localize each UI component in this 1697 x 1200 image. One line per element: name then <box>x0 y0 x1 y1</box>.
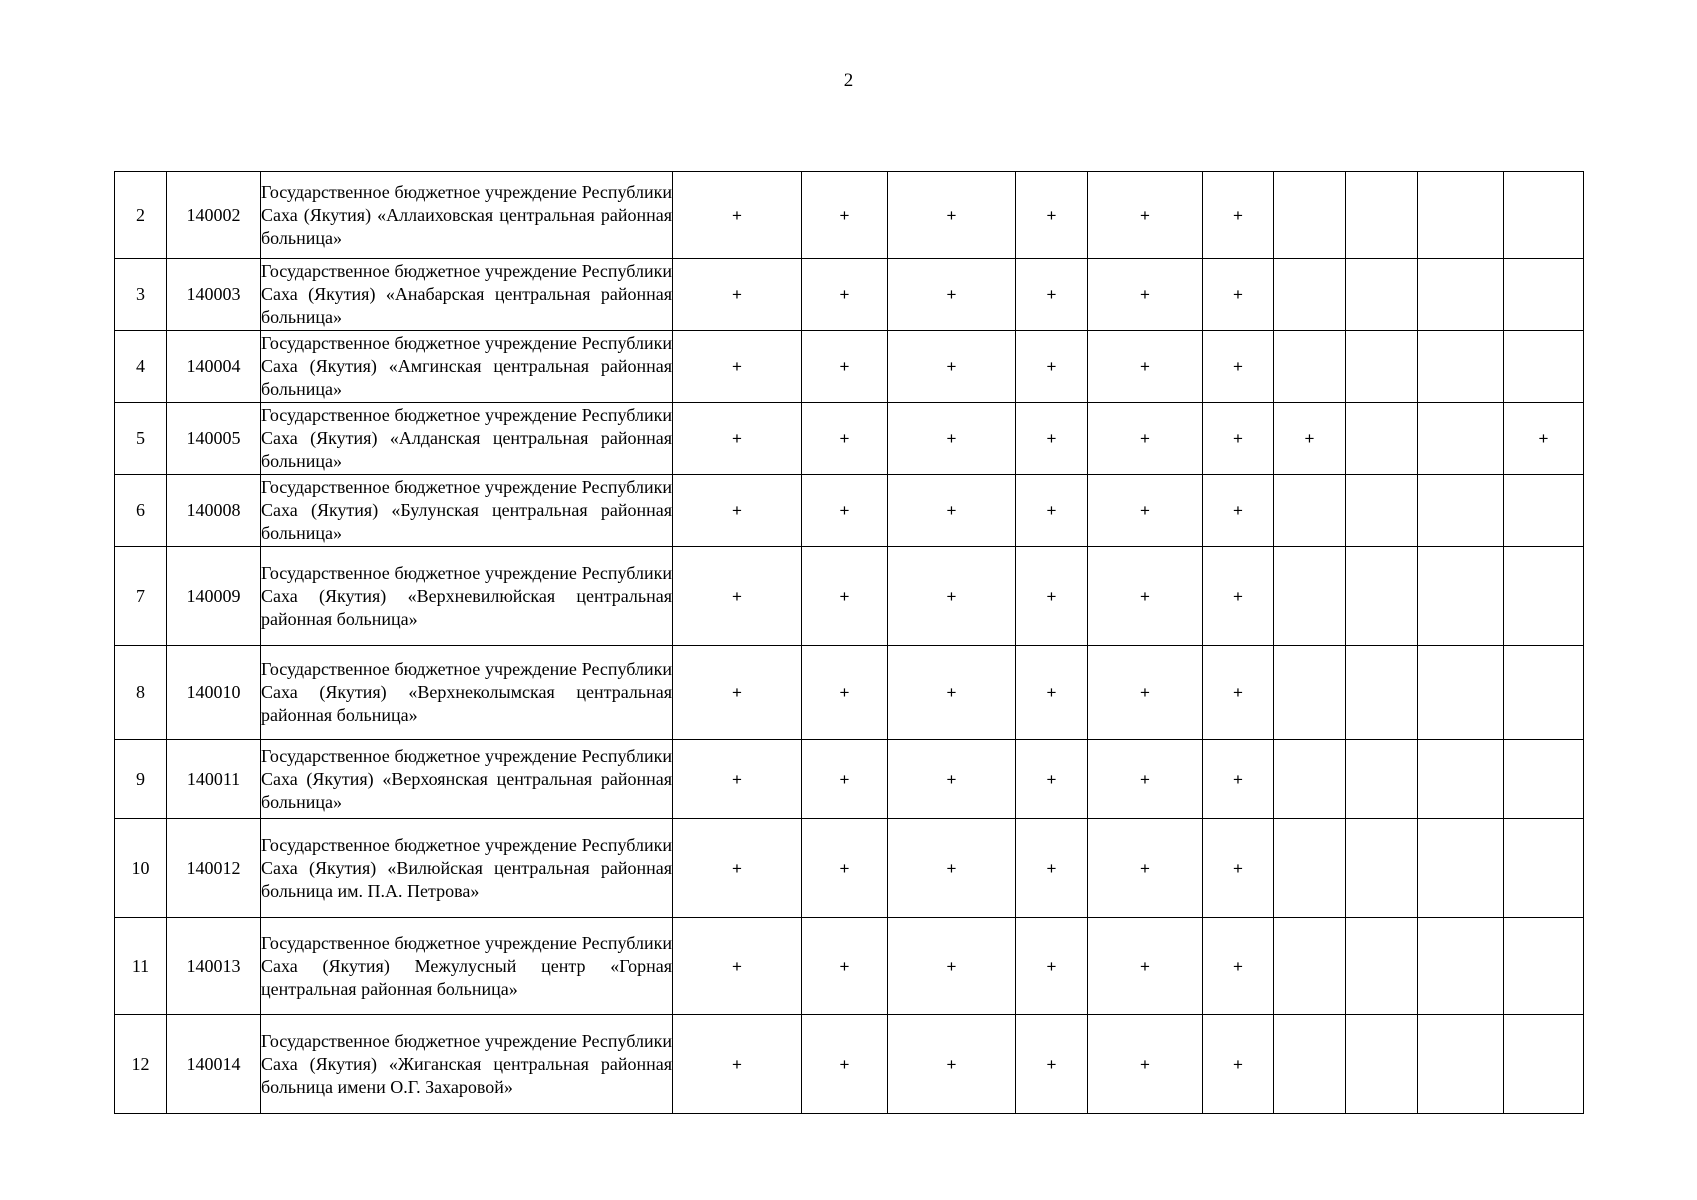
organization-code-cell: 140013 <box>167 918 261 1015</box>
mark-cell: + <box>802 646 888 740</box>
organization-code-cell: 140010 <box>167 646 261 740</box>
page-number: 2 <box>843 70 854 91</box>
mark-cell: + <box>1016 646 1088 740</box>
organization-code-cell: 140014 <box>167 1015 261 1114</box>
mark-cell: + <box>802 475 888 547</box>
mark-cell: + <box>888 172 1016 259</box>
mark-cell: + <box>1203 918 1274 1015</box>
mark-cell <box>1346 331 1418 403</box>
organization-name-cell: Государственное бюджетное учреждение Республики Саха (Якутия) «Алданская центральная районная больница» <box>261 403 673 475</box>
mark-cell <box>1346 172 1418 259</box>
mark-cell: + <box>1088 547 1203 646</box>
mark-cell <box>1346 547 1418 646</box>
mark-cell: + <box>1088 740 1203 819</box>
mark-cell <box>1346 259 1418 331</box>
organization-code-cell: 140002 <box>167 172 261 259</box>
mark-cell: + <box>1203 259 1274 331</box>
mark-cell: + <box>802 547 888 646</box>
mark-cell: + <box>802 740 888 819</box>
table-row <box>115 918 1584 1015</box>
mark-cell <box>1418 259 1504 331</box>
mark-cell <box>1346 819 1418 918</box>
mark-cell <box>1274 646 1346 740</box>
mark-cell: + <box>1016 918 1088 1015</box>
mark-cell <box>1504 331 1584 403</box>
mark-cell: + <box>1016 475 1088 547</box>
mark-cell: + <box>802 259 888 331</box>
mark-cell: + <box>802 819 888 918</box>
mark-cell: + <box>1088 403 1203 475</box>
table-row <box>115 819 1584 918</box>
mark-cell: + <box>1088 1015 1203 1114</box>
mark-cell: + <box>1016 1015 1088 1114</box>
mark-cell: + <box>1088 259 1203 331</box>
table-row <box>115 547 1584 646</box>
organization-name-cell: Государственное бюджетное учреждение Республики Саха (Якутия) «Верхоянская центральная районная больница» <box>261 740 673 819</box>
row-number-cell: 7 <box>115 547 167 646</box>
row-number-cell: 12 <box>115 1015 167 1114</box>
row-number-cell: 5 <box>115 403 167 475</box>
mark-cell: + <box>1203 331 1274 403</box>
mark-cell <box>1346 1015 1418 1114</box>
row-number-cell: 8 <box>115 646 167 740</box>
mark-cell: + <box>888 259 1016 331</box>
mark-cell <box>1418 819 1504 918</box>
mark-cell: + <box>1088 918 1203 1015</box>
mark-cell: + <box>1088 819 1203 918</box>
mark-cell: + <box>673 403 802 475</box>
mark-cell: + <box>1504 403 1584 475</box>
mark-cell: + <box>1203 403 1274 475</box>
table-row <box>115 331 1584 403</box>
row-number-cell: 4 <box>115 331 167 403</box>
mark-cell: + <box>673 331 802 403</box>
table-row <box>115 475 1584 547</box>
organization-code-cell: 140008 <box>167 475 261 547</box>
mark-cell <box>1504 475 1584 547</box>
mark-cell <box>1418 918 1504 1015</box>
mark-cell: + <box>673 740 802 819</box>
organization-code-cell: 140012 <box>167 819 261 918</box>
table-row <box>115 1015 1584 1114</box>
mark-cell <box>1274 172 1346 259</box>
mark-cell <box>1346 403 1418 475</box>
mark-cell: + <box>1088 646 1203 740</box>
mark-cell: + <box>888 475 1016 547</box>
row-number-cell: 11 <box>115 918 167 1015</box>
mark-cell: + <box>1203 646 1274 740</box>
mark-cell <box>1418 475 1504 547</box>
organization-name-cell: Государственное бюджетное учреждение Республики Саха (Якутия) «Аллаиховская центральная районная больница» <box>261 172 673 259</box>
mark-cell: + <box>802 403 888 475</box>
mark-cell: + <box>673 819 802 918</box>
row-number-cell: 9 <box>115 740 167 819</box>
mark-cell: + <box>673 646 802 740</box>
row-number-cell: 6 <box>115 475 167 547</box>
mark-cell: + <box>673 918 802 1015</box>
mark-cell: + <box>888 819 1016 918</box>
mark-cell: + <box>1203 475 1274 547</box>
organization-name-cell: Государственное бюджетное учреждение Республики Саха (Якутия) «Жиганская центральная районная больница имени О.Г. Захаровой» <box>261 1015 673 1114</box>
mark-cell <box>1274 475 1346 547</box>
row-number-cell: 3 <box>115 259 167 331</box>
mark-cell <box>1418 172 1504 259</box>
table-row <box>115 740 1584 819</box>
mark-cell: + <box>888 740 1016 819</box>
mark-cell: + <box>1016 172 1088 259</box>
organization-name-cell: Государственное бюджетное учреждение Республики Саха (Якутия) «Верхнеколымская центральная районная больница» <box>261 646 673 740</box>
mark-cell <box>1504 740 1584 819</box>
organization-code-cell: 140005 <box>167 403 261 475</box>
mark-cell <box>1274 1015 1346 1114</box>
mark-cell <box>1274 740 1346 819</box>
mark-cell <box>1504 646 1584 740</box>
mark-cell: + <box>1016 331 1088 403</box>
mark-cell: + <box>888 918 1016 1015</box>
mark-cell: + <box>1016 819 1088 918</box>
organization-code-cell: 140009 <box>167 547 261 646</box>
mark-cell: + <box>802 172 888 259</box>
mark-cell: + <box>888 1015 1016 1114</box>
mark-cell <box>1346 646 1418 740</box>
organization-code-cell: 140011 <box>167 740 261 819</box>
organization-name-cell: Государственное бюджетное учреждение Республики Саха (Якутия) «Вилюйская центральная районная больница им. П.А. Петрова» <box>261 819 673 918</box>
table-row <box>115 646 1584 740</box>
mark-cell <box>1504 259 1584 331</box>
mark-cell <box>1418 646 1504 740</box>
mark-cell: + <box>673 259 802 331</box>
mark-cell: + <box>802 1015 888 1114</box>
table-row <box>115 259 1584 331</box>
organization-name-cell: Государственное бюджетное учреждение Республики Саха (Якутия) «Анабарская центральная районная больница» <box>261 259 673 331</box>
mark-cell: + <box>1016 740 1088 819</box>
table-row <box>115 403 1584 475</box>
mark-cell <box>1346 740 1418 819</box>
row-number-cell: 10 <box>115 819 167 918</box>
mark-cell: + <box>888 331 1016 403</box>
organization-code-cell: 140004 <box>167 331 261 403</box>
mark-cell <box>1504 918 1584 1015</box>
mark-cell <box>1504 547 1584 646</box>
organization-name-cell: Государственное бюджетное учреждение Республики Саха (Якутия) «Амгинская центральная районная больница» <box>261 331 673 403</box>
mark-cell: + <box>673 172 802 259</box>
mark-cell: + <box>888 403 1016 475</box>
mark-cell: + <box>673 475 802 547</box>
mark-cell: + <box>1203 172 1274 259</box>
mark-cell <box>1346 918 1418 1015</box>
mark-cell <box>1418 331 1504 403</box>
mark-cell: + <box>1016 259 1088 331</box>
mark-cell: + <box>802 331 888 403</box>
mark-cell <box>1274 547 1346 646</box>
mark-cell <box>1418 403 1504 475</box>
mark-cell: + <box>1203 819 1274 918</box>
organization-name-cell: Государственное бюджетное учреждение Республики Саха (Якутия) «Булунская центральная районная больница» <box>261 475 673 547</box>
mark-cell: + <box>888 646 1016 740</box>
table-row <box>115 172 1584 259</box>
mark-cell <box>1418 1015 1504 1114</box>
mark-cell <box>1274 918 1346 1015</box>
mark-cell: + <box>1203 547 1274 646</box>
mark-cell <box>1504 1015 1584 1114</box>
mark-cell <box>1418 547 1504 646</box>
mark-cell <box>1274 331 1346 403</box>
organization-name-cell: Государственное бюджетное учреждение Республики Саха (Якутия) «Верхневилюйская центральная районная больница» <box>261 547 673 646</box>
mark-cell <box>1274 259 1346 331</box>
table-body <box>115 172 1584 1114</box>
mark-cell: + <box>802 918 888 1015</box>
organization-code-cell: 140003 <box>167 259 261 331</box>
organizations-table <box>114 171 1584 1114</box>
mark-cell: + <box>1016 547 1088 646</box>
mark-cell: + <box>1203 1015 1274 1114</box>
mark-cell: + <box>673 547 802 646</box>
mark-cell: + <box>888 547 1016 646</box>
mark-cell <box>1346 475 1418 547</box>
mark-cell: + <box>1088 331 1203 403</box>
mark-cell <box>1274 819 1346 918</box>
mark-cell <box>1504 819 1584 918</box>
row-number-cell: 2 <box>115 172 167 259</box>
mark-cell: + <box>1088 172 1203 259</box>
mark-cell: + <box>1088 475 1203 547</box>
mark-cell: + <box>1016 403 1088 475</box>
mark-cell: + <box>1203 740 1274 819</box>
mark-cell <box>1504 172 1584 259</box>
mark-cell: + <box>1274 403 1346 475</box>
mark-cell <box>1418 740 1504 819</box>
organization-name-cell: Государственное бюджетное учреждение Республики Саха (Якутия) Межулусный центр «Горная центральная районная больница» <box>261 918 673 1015</box>
mark-cell: + <box>673 1015 802 1114</box>
